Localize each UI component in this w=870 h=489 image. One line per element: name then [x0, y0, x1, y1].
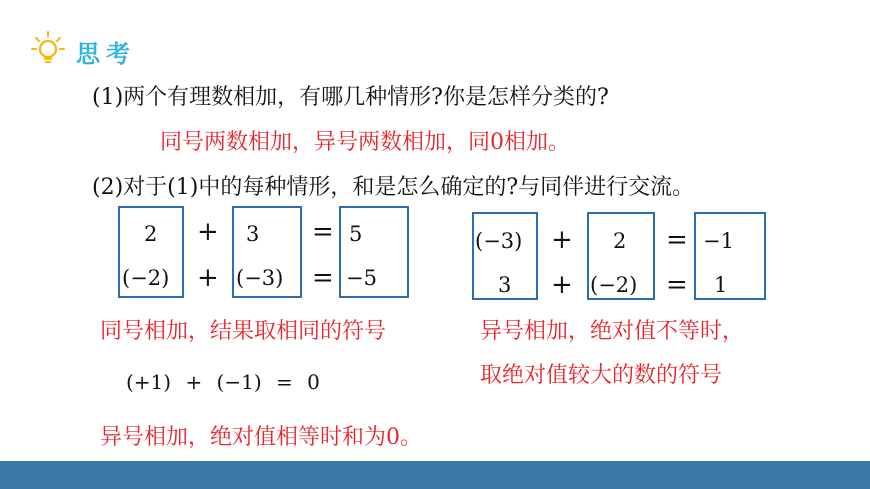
page-title: 思考 [76, 40, 136, 68]
left-cell: (−3) [236, 266, 284, 290]
equals-sign: = [666, 225, 688, 255]
opposite-rule: 异号相加，绝对值相等时和为0。 [100, 425, 422, 450]
lightbulb-icon [30, 30, 66, 66]
equals-sign: = [312, 217, 334, 247]
left-cell: 2 [144, 222, 158, 246]
plus-sign: + [551, 270, 573, 300]
diff-sign-rule-line1: 异号相加，绝对值不等时， [480, 319, 745, 344]
equals-sign: = [312, 263, 334, 293]
question-1: (1)两个有理数相加，有哪几种情形?你是怎样分类的? [92, 85, 609, 110]
diff-sign-rule-line2: 取绝对值较大的数的符号 [480, 363, 723, 388]
question-2: (2)对于(1)中的每种情形，和是怎么确定的?与同伴进行交流。 [92, 175, 695, 200]
right-cell: 1 [714, 273, 728, 297]
footer-bar [0, 461, 870, 489]
opposite-example: (+1) + (−1) = 0 [126, 370, 320, 394]
plus-sign: + [197, 217, 219, 247]
right-cell: −1 [703, 229, 734, 253]
plus-sign: + [551, 225, 573, 255]
answer-1: 同号两数相加，异号两数相加，同0相加。 [160, 130, 570, 155]
right-cell: 3 [498, 273, 512, 297]
right-cell: 2 [613, 229, 627, 253]
equals-sign: = [666, 270, 688, 300]
plus-sign: + [197, 263, 219, 293]
right-cell: (−2) [590, 273, 638, 297]
left-cell: 5 [349, 222, 363, 246]
right-col3-box [694, 212, 766, 300]
left-cell: (−2) [122, 266, 170, 290]
left-cell: 3 [246, 222, 260, 246]
left-cell: −5 [346, 266, 377, 290]
same-sign-rule: 同号相加，结果取相同的符号 [100, 319, 387, 344]
right-cell: (−3) [475, 229, 523, 253]
